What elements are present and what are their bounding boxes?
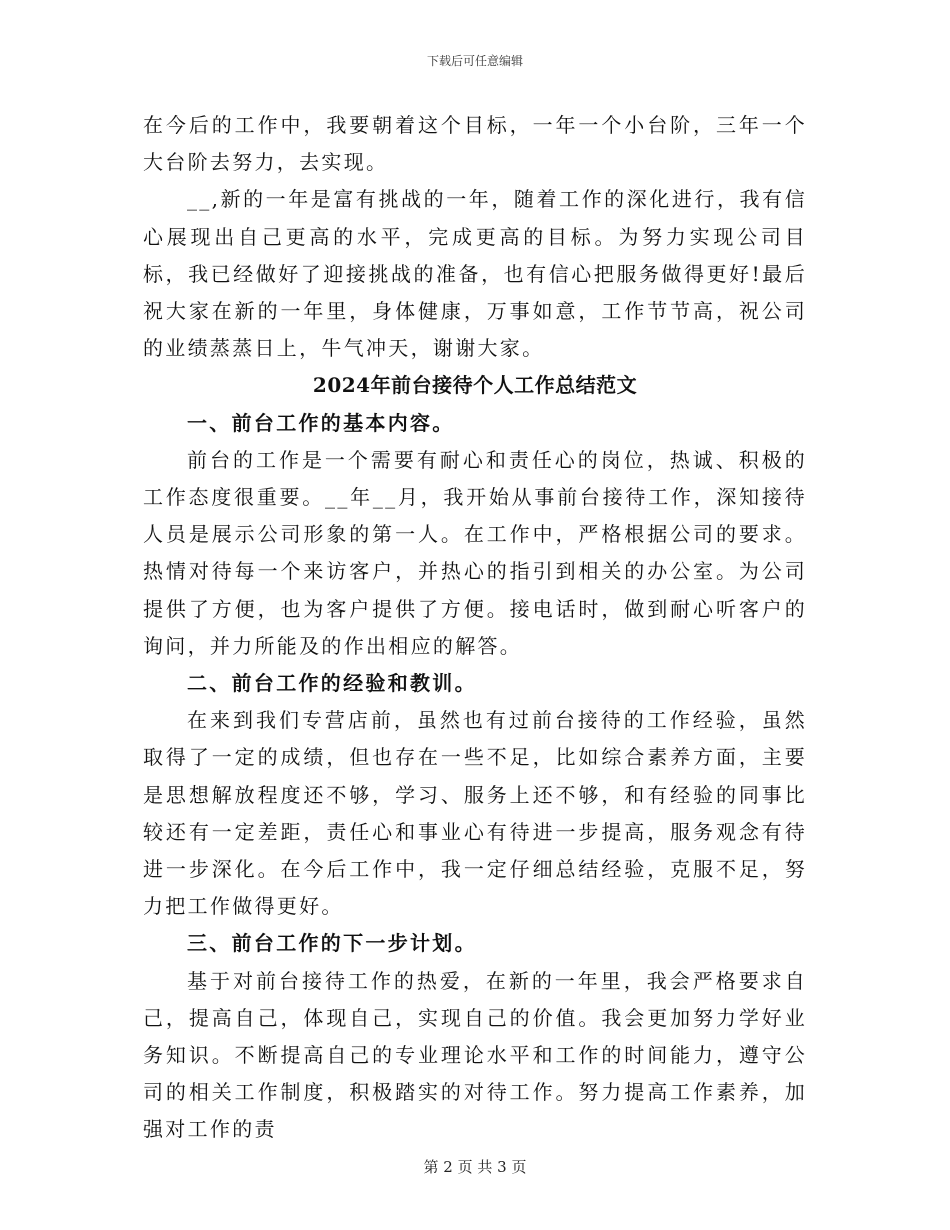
paragraph-next-plan: 基于对前台接待工作的热爱，在新的一年里，我会严格要求自己，提高自己，体现自己，实现自己的价值。我会更加努力学好业务知识。不断提高自己的专业理论水平和工作的时间能力，遵守公司的相关工作制度，积极踏实的对待工作。努力提高工作素养，加强对工作的责 — [143, 968, 807, 1142]
paragraph-experience: 在来到我们专营店前，虽然也有过前台接待的工作经验，虽然取得了一定的成绩，但也存在一些不足，比如综合素养方面，主要是思想解放程度还不够，学习、服务上还不够，和有经验的同事比较还有一定差距，责任心和事业心有待进一步提高，服务观念有待进一步深化。在今后工作中，我一定仔细总结经验，克服不足，努力把工作做得更好。 — [143, 708, 807, 919]
document-body — [143, 107, 807, 1149]
paragraph-closing-goal: 在今后的工作中，我要朝着这个目标，一年一个小台阶，三年一个大台阶去努力，去实现。 — [143, 113, 807, 175]
document-title: 2024年前台接待个人工作总结范文 — [312, 373, 638, 398]
page-number-footer: 第 2 页 共 3 页 — [423, 1158, 527, 1176]
section-heading-experience: 二、前台工作的经验和教训。 — [187, 671, 477, 696]
paragraph-new-year-wishes: __,新的一年是富有挑战的一年，随着工作的深化进行，我有信心展现出自己更高的水平，完成更高的目标。为努力实现公司目标，我已经做好了迎接挑战的准备，也有信心把服务做得更好!最后祝大家在新的一年里，身体健康，万事如意，工作节节高，祝公司的业绩蒸蒸日上，牛气冲天，谢谢大家。 — [143, 187, 807, 361]
page-header-note: 下载后可任意编辑 — [426, 54, 523, 68]
section-heading-basic-content: 一、前台工作的基本内容。 — [187, 410, 455, 435]
section-heading-next-plan: 三、前台工作的下一步计划。 — [187, 931, 477, 956]
paragraph-basic-content: 前台的工作是一个需要有耐心和责任心的岗位，热诚、积极的工作态度很重要。__年__月，我开始从事前台接待工作，深知接待人员是展示公司形象的第一人。在工作中，严格根据公司的要求。热情对待每一个来访客户，并热心的指引到相关的办公室。为公司提供了方便，也为客户提供了方便。接电话时，做到耐心听客户的询问，并力所能及的作出相应的解答。 — [143, 447, 807, 658]
